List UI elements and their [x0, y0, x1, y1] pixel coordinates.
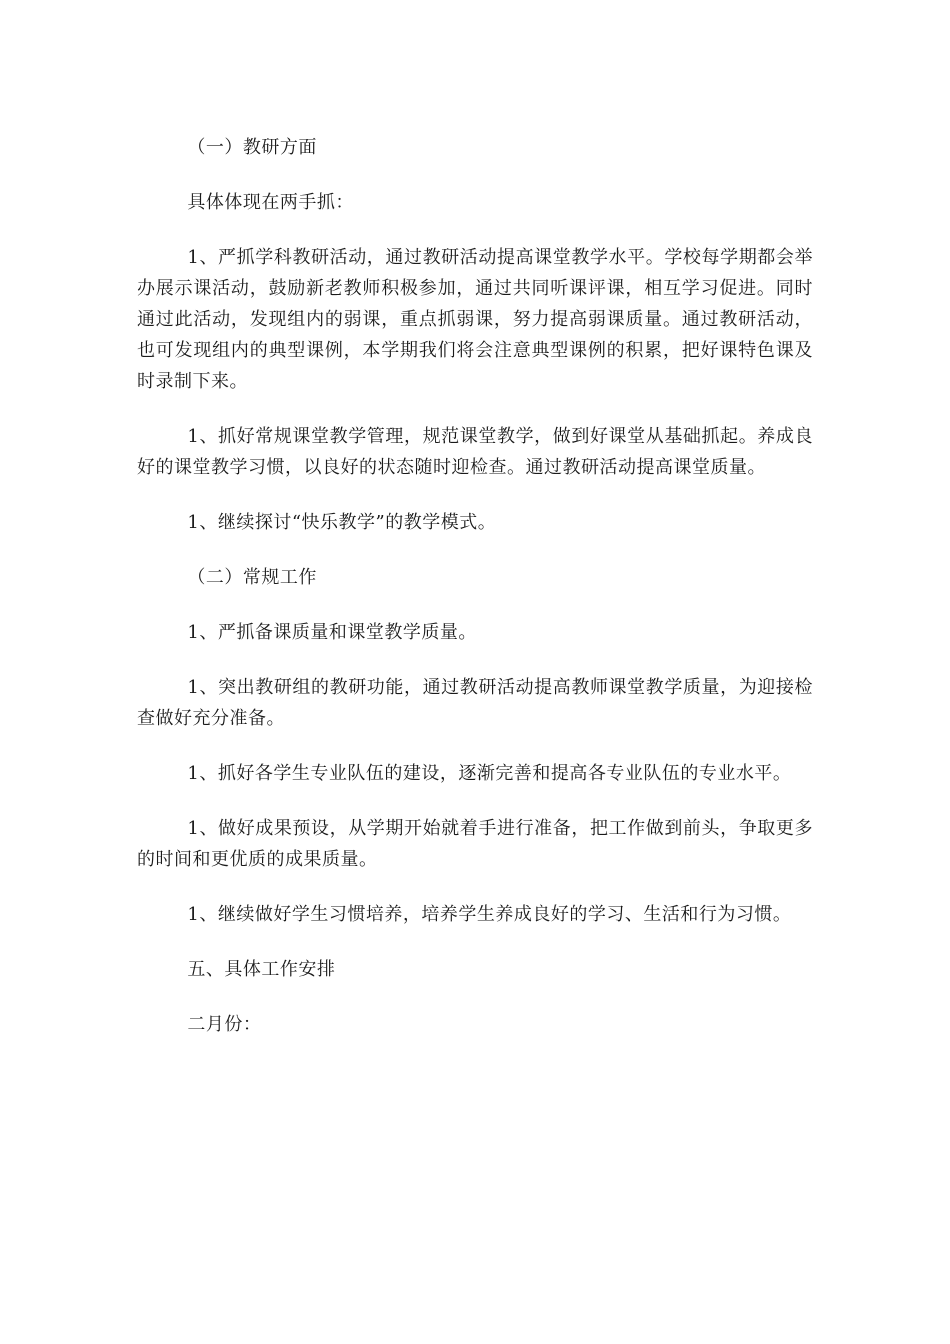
paragraph-item: 1、突出教研组的教研功能，通过教研活动提高教师课堂教学质量，为迎接检查做好充分准备。	[137, 677, 813, 729]
paragraph-item: 1、抓好常规课堂教学管理，规范课堂教学，做到好课堂从基础抓起。养成良好的课堂教学习惯，以良好的状态随时迎检查。通过教研活动提高课堂质量。	[137, 426, 813, 478]
section-heading-teaching-research: （一）教研方面	[187, 137, 317, 158]
section-heading-routine-work: （二）常规工作	[187, 567, 317, 588]
paragraph-intro: 具体体现在两手抓：	[187, 192, 354, 213]
paragraph-item: 1、抓好各学生专业队伍的建设，逐渐完善和提高各专业队伍的专业水平。	[187, 763, 792, 784]
paragraph-item: 1、做好成果预设，从学期开始就着手进行准备，把工作做到前头，争取更多的时间和更优质的成果质量。	[137, 818, 813, 870]
paragraph-month: 二月份：	[187, 1014, 262, 1035]
document-body	[137, 132, 813, 1064]
paragraph-item: 1、严抓备课质量和课堂教学质量。	[187, 622, 477, 643]
paragraph-item: 1、继续探讨“快乐教学”的教学模式。	[187, 512, 497, 533]
paragraph-item: 1、继续做好学生习惯培养，培养学生养成良好的学习、生活和行为习惯。	[187, 904, 792, 925]
section-heading-work-schedule: 五、具体工作安排	[187, 959, 336, 980]
paragraph-item: 1、严抓学科教研活动，通过教研活动提高课堂教学水平。学校每学期都会举办展示课活动，鼓励新老教师积极参加，通过共同听课评课，相互学习促进。同时通过此活动，发现组内的弱课，重点抓弱课，努力提高弱课质量。通过教研活动，也可发现组内的典型课例，本学期我们将会注意典型课例的积累，把好课特色课及时录制下来。	[137, 247, 813, 392]
